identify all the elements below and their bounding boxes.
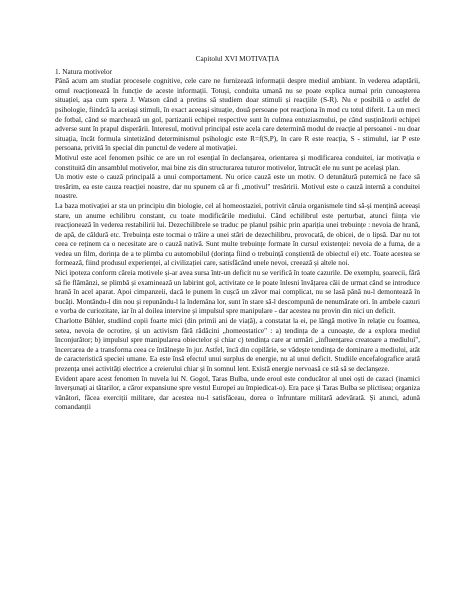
chapter-title: Capitolul XVI MOTIVAȚIA <box>195 55 280 63</box>
paragraph: Motivul este acel fenomen psihic ce are un rol esențial în declanșarea, orientarea și modificarea conduitei, iar motivația e constituită din ansamblul motivelor, mai bine zis din structurarea tuturor motivelor, întrucât ele nu sunt pe același plan. <box>55 153 420 172</box>
paragraph: La baza motivației ar sta un principiu din biologie, cel al homeostaziei, potrivit căruia organismele tind să-și mențină aceeași stare, un anume echilibru constant, cu toate modificările mediului. Când echilibrul este perturbat, atunci ființa vie reacționează în vederea restabilirii lui. Dezechilibrele se traduc pe planul psihic prin apariția unei trebuințe : nevoia de hrană, de apă, de căldură etc. Trebuința este tocmai o trăire a unei stări de dezechilibru, provocată, de obicei, de o lipsă. Dar nu tot ceea ce reținem ca o necesitate are o cauză nativă. Sunt multe trebuințe formate în cursul existenței: nevoia de a fuma, de a vedea un film, dorința de a te plimba cu automobilul (dorința fiind o trebuință conștientă de obiectul ei) etc. Toate acestea se formează, fiind produsul experienței, al civilizației care, satisfăcând unele nevoi, creează și altele noi. <box>55 201 420 268</box>
section-heading: 1. Natura motivelor <box>55 67 112 76</box>
paragraph: Până acum am studiat procesele cognitive, cele care ne furnizează informații despre mediul ambiant. în vederea adaptării, omul reacționează în funcție de aceste informații. Totuși, conduita umană nu se poate explica numai prin cunoașterea situației, așa cum spera J. Watson când a pretins să studiem doar stimuli și reacțiile (S-R). Nu e posibilă o astfel de psihologie, fiindcă la aceiași stimuli, în exact aceeași situație, două persoane pot reacționa în mod cu totul diferit. La un meci de fotbal, când se marchează un gol, partizanii echipei respective sunt în culmea entuziasmului, pe când susținătorii echipei adverse sunt în prapul disperării. Interesul, motivul principal este acela care determină modul de reacție al persoanei - nu doar situația, încât formula sintetizând determinismul psihologic este R=f(S,P), în care R este reacția, S - stimulul, iar P este persoana, privită în special din punctul de vedere al motivației. <box>55 77 420 153</box>
paragraph: Charlotte Bühler, studiind copii foarte mici (din primii ani de viață), a constatat la ei, pe lângă motive în relație cu foamea, setea, nevoia de ocrotire, și un activism fără rădăcini „homeostatice" : a) tendința de a cunoaște, de a explora mediul înconjurător; b) impulsul spre manipularea obiectelor și chiar c) tendința care ar urmări „influențarea creatoare a mediului", încercarea de a transforma ceea ce întâlnește în jur. Astfel, încă din copilărie, se vădește tendința de dominare a mediului, atât de caracteristică speciei umane. Ea este însă efectul unui surplus de energie, nu al unui deficit. Studiile encefalografice arată prezența unei activități electrice a creierului chiar și în somnul lent. Există energie nervoasă ce stă să se declanșeze. <box>55 317 420 373</box>
document-body <box>55 55 420 413</box>
paragraph: Evident apare acest fenomen în nuvela lui N. Gogol, Taras Bulba, unde eroul este conducător al unei oști de cazaci (inamici înverșunați ai tătarilor, a căror expansiune spre vestul Europei au împiedicat-o). Era pace și Taras Bulba se plictisea; organiza vânători, făcea exerciții militare, dar acestea nu-l satisfăceau, dorea o înfruntare militară adevărată. Și atunci, adună comandanții <box>55 374 420 412</box>
paragraph: Un motiv este o cauză principală a unui comportament. Nu orice cauză este un motiv. O detunătură puternică ne face să tresărim, ea este cauza reacției noastre, dar nu spunem că ar fi „motivul" tresăririi. Motivul este o cauză internă a conduitei noastre. <box>55 173 420 201</box>
paragraph: Nici ipoteza conform căreia motivele și-ar avea sursa într-un deficit nu se verifică în toate cazurile. De exemplu, șoarecii, fără să fie flămânzi, se plimbă și examinează un labirint gol, activitate ce le poate înlesni învățarea căii de urmat când se introduce hrană în acel aparat. Apoi cimpanzeii, dacă le punem în cușcă un zăvor mai complicat, nu se lasă până nu-l demontează în bucăți. Montându-l din nou și repunându-l la îndemâna lor, sunt în stare să-l descompună de nenumărate ori. în ambele cazuri e vorba de curiozitate, iar în al doilea intervine și impulsul spre manipulare - dar acestea nu provin din nici un deficit. <box>55 269 421 316</box>
